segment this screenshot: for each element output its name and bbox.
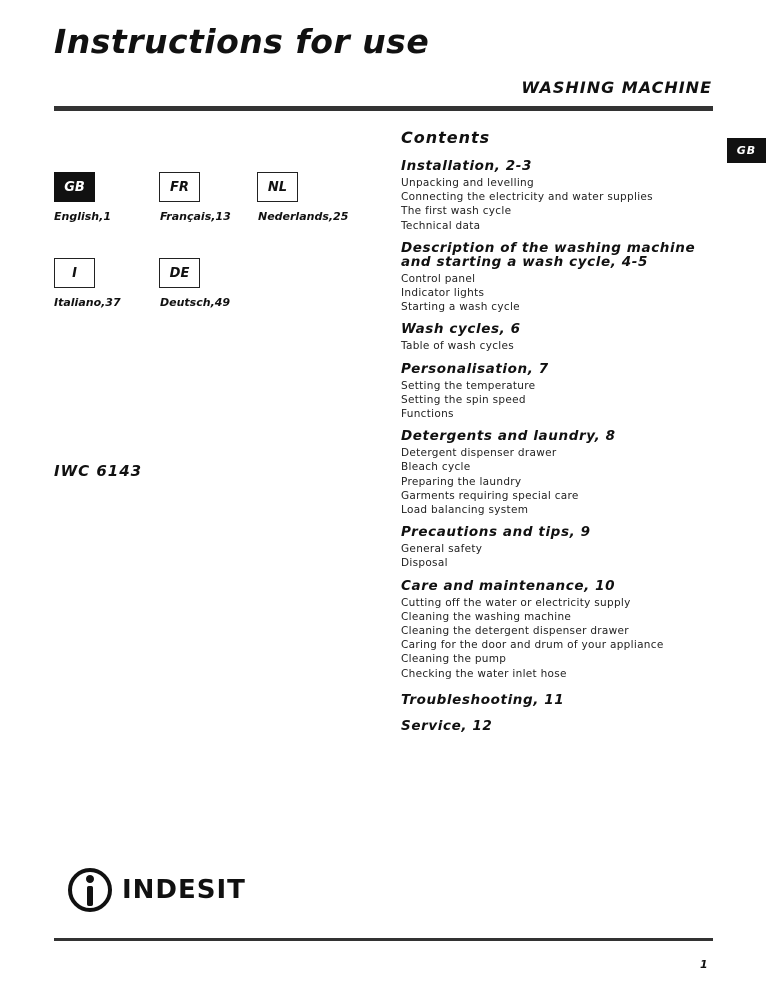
language-label-francais: Français,13 [160, 210, 231, 223]
language-label-nederlands: Nederlands,25 [258, 210, 349, 223]
brand-logo [68, 868, 246, 912]
language-label-english: English,1 [54, 210, 111, 223]
document-title: Instructions for use [54, 22, 430, 61]
toc-section-personalisation [401, 362, 721, 422]
table-of-contents [401, 128, 721, 741]
contents-heading: Contents [401, 128, 491, 147]
toc-section-title[interactable]: Description of the washing machine and starting a wash cycle, 4-5 [401, 239, 696, 270]
toc-item: Setting the spin speed [401, 393, 526, 406]
toc-item: Cleaning the washing machine [401, 610, 572, 623]
language-label-italiano: Italiano,37 [54, 296, 121, 309]
toc-item: Cleaning the pump [401, 653, 507, 666]
language-box-fr[interactable]: FR [159, 172, 200, 202]
toc-section-troubleshooting [401, 693, 721, 707]
toc-item: Starting a wash cycle [401, 301, 520, 314]
toc-item: Garments requiring special care [401, 489, 579, 502]
toc-item: Table of wash cycles [401, 340, 515, 353]
toc-item: Checking the water inlet hose [401, 667, 567, 680]
toc-section-title[interactable]: Wash cycles, 6 [401, 321, 521, 338]
toc-section-precautions [401, 525, 721, 570]
document-subtitle: WASHING MACHINE [521, 78, 712, 97]
toc-item: Disposal [401, 557, 448, 570]
toc-item: Detergent dispenser drawer [401, 447, 557, 460]
toc-item: Cleaning the detergent dispenser drawer [401, 625, 629, 638]
toc-item: Load balancing system [401, 504, 529, 517]
toc-item: Preparing the laundry [401, 475, 522, 488]
toc-section-title[interactable]: Personalisation, 7 [401, 360, 549, 377]
toc-section-title[interactable]: Precautions and tips, 9 [401, 524, 591, 541]
language-label-deutsch: Deutsch,49 [160, 296, 231, 309]
toc-section-wash-cycles [401, 322, 721, 353]
language-box-gb[interactable]: GB [54, 172, 95, 202]
toc-item: Cutting off the water or electricity supply [401, 596, 631, 609]
toc-section-description [401, 241, 721, 315]
toc-section-detergents [401, 429, 721, 517]
toc-item: General safety [401, 543, 483, 556]
toc-item: Setting the temperature [401, 379, 536, 392]
toc-section-title[interactable]: Installation, 2-3 [401, 158, 532, 174]
toc-item: Connecting the electricity and water supplies [401, 191, 653, 204]
toc-item: Indicator lights [401, 287, 485, 300]
bottom-divider [54, 938, 713, 941]
language-box-nl[interactable]: NL [257, 172, 298, 202]
toc-section-title[interactable]: Troubleshooting, 11 [401, 691, 565, 708]
toc-section-title[interactable]: Service, 12 [401, 717, 493, 734]
indesit-logo-icon [68, 868, 112, 912]
toc-section-installation [401, 159, 721, 233]
model-number: IWC 6143 [54, 462, 143, 480]
toc-item: Control panel [401, 272, 476, 285]
brand-name: INDESIT [122, 875, 246, 905]
page-number: 1 [700, 958, 708, 971]
toc-item: Technical data [401, 219, 481, 232]
toc-item: Bleach cycle [401, 461, 471, 474]
language-side-tab: GB [727, 138, 766, 163]
toc-item: The first wash cycle [401, 205, 512, 218]
toc-section-service [401, 719, 721, 733]
toc-section-title[interactable]: Care and maintenance, 10 [401, 577, 616, 594]
language-box-de[interactable]: DE [159, 258, 200, 288]
toc-item: Functions [401, 408, 454, 421]
toc-item: Caring for the door and drum of your appliance [401, 639, 664, 652]
toc-item: Unpacking and levelling [401, 177, 534, 189]
toc-section-care [401, 579, 721, 681]
toc-section-title[interactable]: Detergents and laundry, 8 [401, 428, 616, 445]
top-divider [54, 106, 713, 111]
language-box-i[interactable]: I [54, 258, 95, 288]
